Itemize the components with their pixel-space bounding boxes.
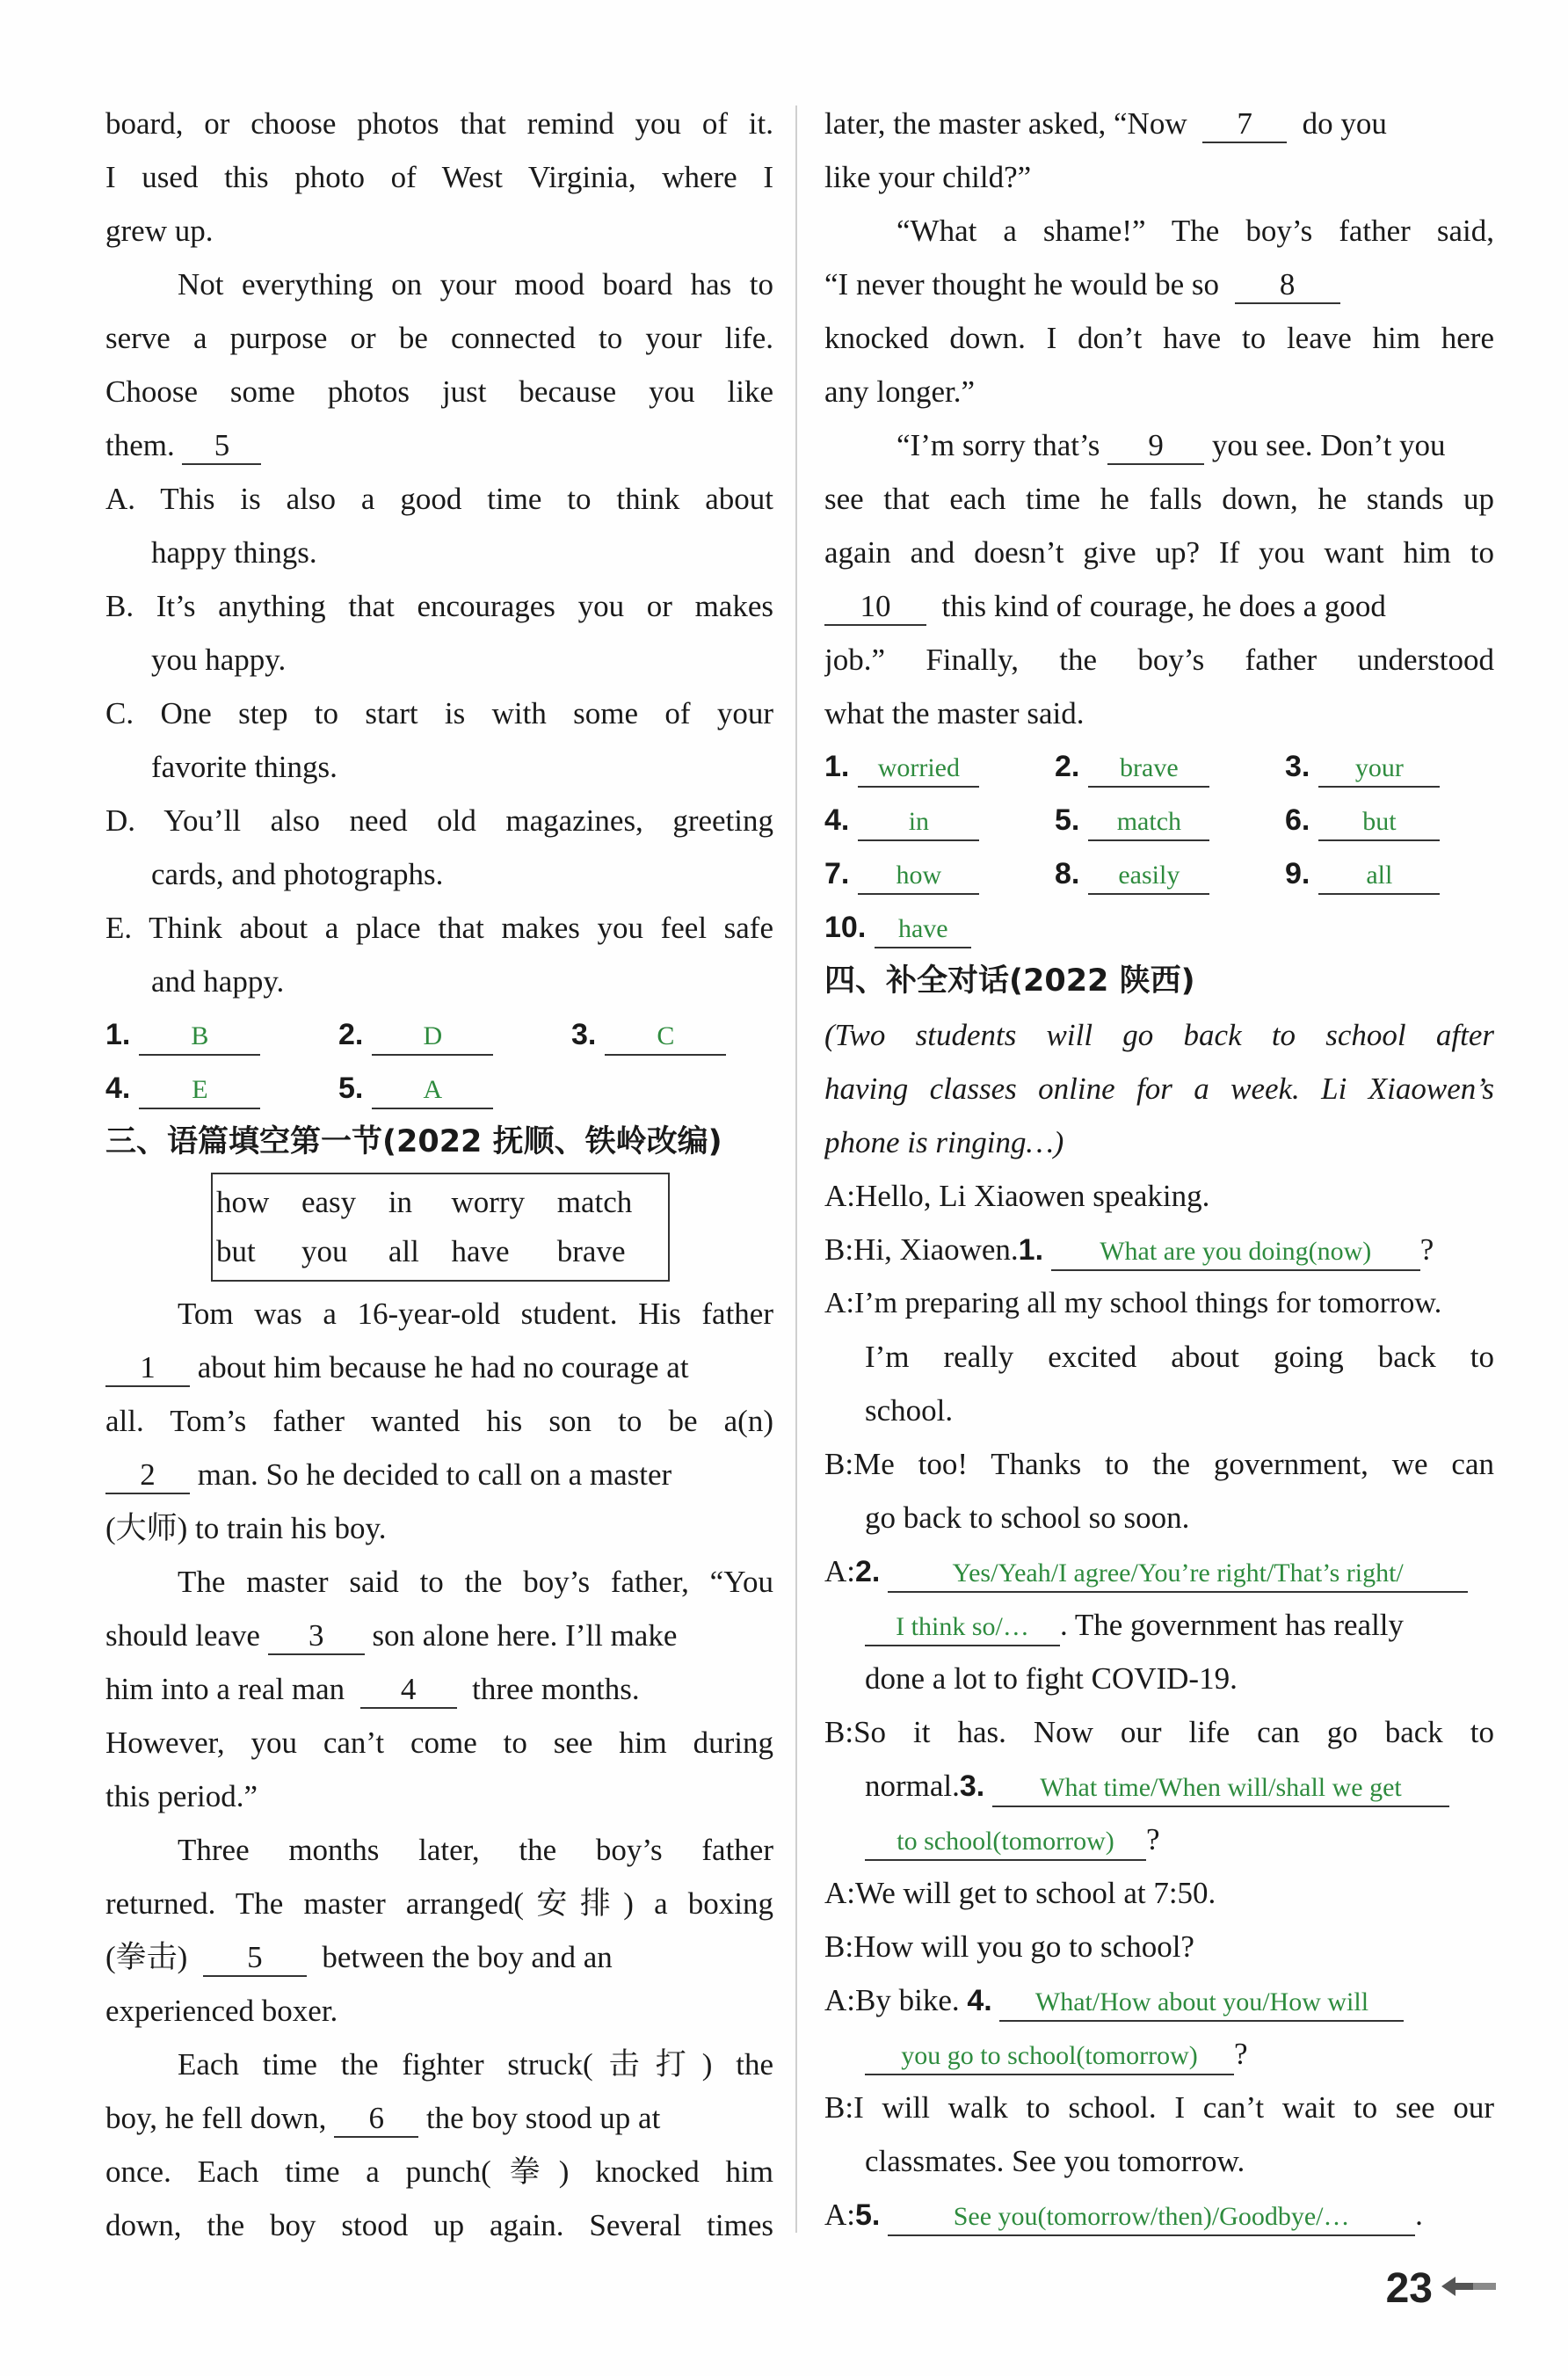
column-divider: [795, 105, 797, 2233]
dialogue-line: go back to school so soon.: [865, 1500, 1190, 1535]
word: you: [301, 1234, 348, 1268]
text-line: boy, he fell down, 6 the boy stood up at: [105, 2091, 773, 2145]
dialogue-answer-3: What time/When will/shall we get: [992, 1770, 1449, 1807]
answer-item: 5. A: [338, 1062, 493, 1115]
dialogue-line: B:I will walk to school. I can’t wait to see our: [824, 2090, 1494, 2125]
blank-9: 9: [1107, 428, 1204, 465]
dialogue: [824, 1169, 1494, 2242]
word-box: [211, 1173, 670, 1282]
arrow-left-icon: [1441, 2274, 1498, 2303]
word: all: [388, 1234, 419, 1268]
scene-text: phone is ringing…): [824, 1125, 1064, 1159]
text-line: “What a shame!” The boy’s father said,: [897, 214, 1494, 248]
text-line: knocked down. I don’t have to leave him here: [824, 321, 1494, 355]
dialogue-line: you go to school(tomorrow) ?: [824, 2027, 1494, 2081]
text-line: like your child?”: [824, 160, 1032, 194]
text-line: “I never thought he would be so 8: [824, 258, 1494, 311]
dialogue-line: I think so/… . The government has really: [824, 1598, 1494, 1652]
dialogue-line: I’m really excited about going back to: [865, 1340, 1494, 1374]
scene-text: (Two students will go back to school after: [824, 1018, 1494, 1052]
text-line: grew up.: [105, 214, 214, 248]
text-line: any longer.”: [824, 374, 976, 409]
dialogue-line: A:We will get to school at 7:50.: [824, 1876, 1216, 1910]
answer-item: 10. have: [824, 901, 971, 955]
option-d: D. You’ll also need old magazines, greeting: [105, 803, 773, 838]
text-line: see that each time he falls down, he stands up: [824, 482, 1494, 516]
blank-4: 4: [360, 1672, 457, 1709]
answer-row: [824, 901, 1494, 955]
right-column: [824, 97, 1494, 2242]
answer-item: 5. match: [1055, 794, 1285, 847]
word: easy: [301, 1185, 357, 1219]
text-line: should leave 3 son alone here. I’ll make: [105, 1609, 773, 1662]
blank-8: 8: [1235, 267, 1340, 304]
blank-6: 6: [334, 2101, 418, 2138]
text-line: job.” Finally, the boy’s father understood: [824, 643, 1494, 677]
dialogue-line: B:How will you go to school?: [824, 1929, 1194, 1964]
dialogue-answer-3b: to school(tomorrow): [865, 1824, 1146, 1861]
dialogue-line: A:By bike. 4. What/How about you/How will: [824, 1973, 1494, 2027]
answer-item: 2. brave: [1055, 740, 1285, 794]
text-line: However, you can’t come to see him during: [105, 1726, 773, 1760]
blank-2: 2: [105, 1457, 190, 1494]
answer-item: 4. E: [105, 1062, 338, 1115]
blank-5: 5: [182, 428, 261, 465]
option-b-cont: you happy.: [151, 643, 287, 677]
dialogue-line: B:So it has. Now our life can go back to: [824, 1715, 1494, 1749]
answer-item: 4. in: [824, 794, 1055, 847]
scene-text: having classes online for a week. Li Xiaowen’s: [824, 1072, 1494, 1106]
text-line: “I’m sorry that’s 9 you see. Don’t you: [824, 418, 1494, 472]
text-line: later, the master asked, “Now 7 do you: [824, 97, 1494, 150]
text-line: Not everything on your mood board has to: [178, 267, 773, 302]
option-d-cont: cards, and photographs.: [151, 857, 444, 891]
answer-item: 3. your: [1285, 740, 1440, 794]
section-4-title: 四、补全对话(2022 陕西): [824, 963, 1195, 999]
text-line: Three months later, the boy’s father: [178, 1833, 773, 1867]
text-line: experienced boxer.: [105, 1994, 338, 2028]
text-line: again and doesn’t give up? If you want him to: [824, 535, 1494, 570]
text-line: what the master said.: [824, 696, 1085, 730]
text-span: them.: [105, 428, 175, 462]
dialogue-line: B:Me too! Thanks to the government, we can: [824, 1447, 1494, 1481]
dialogue-line: normal.3. What time/When will/shall we get: [824, 1759, 1494, 1813]
word: worry: [451, 1185, 526, 1219]
text-line: 2 man. So he decided to call on a master: [105, 1448, 773, 1501]
answer-item: 8. easily: [1055, 847, 1285, 901]
text-line: Each time the fighter struck(击打) the: [178, 2047, 773, 2082]
text-line: The master said to the boy’s father, “You: [178, 1565, 773, 1599]
text-line: all. Tom’s father wanted his son to be a(n): [105, 1404, 773, 1438]
dialogue-line: classmates. See you tomorrow.: [865, 2144, 1245, 2178]
text-line: 1 about him because he had no courage at: [105, 1341, 773, 1394]
text-line: returned. The master arranged(安排) a boxing: [105, 1886, 773, 1921]
option-a-cont: happy things.: [151, 535, 317, 570]
dialogue-line: school.: [865, 1393, 954, 1428]
page-footer: [1386, 2264, 1498, 2313]
option-e: E. Think about a place that makes you feel safe: [105, 911, 773, 945]
text-line: (拳击) 5 between the boy and an: [105, 1930, 773, 1984]
left-column: [105, 97, 773, 2252]
answer-item: 9. all: [1285, 847, 1440, 901]
text-line: I used this photo of West Virginia, where I: [105, 160, 773, 194]
text-line: (大师) to train his boy.: [105, 1511, 387, 1545]
dialogue-line: to school(tomorrow) ?: [824, 1813, 1494, 1866]
answer-item: 1. B: [105, 1008, 338, 1062]
option-c-cont: favorite things.: [151, 750, 338, 784]
blank-5: 5: [203, 1940, 307, 1977]
text-line: once. Each time a punch(拳) knocked him: [105, 2154, 773, 2189]
word: but: [216, 1234, 256, 1268]
answer-row: [105, 1008, 773, 1062]
option-b: B. It’s anything that encourages you or makes: [105, 589, 773, 623]
dialogue-answer-1: What are you doing(now): [1051, 1234, 1420, 1271]
answer-row: [824, 847, 1494, 901]
word: how: [216, 1185, 270, 1219]
text-line: 10 this kind of courage, he does a good: [824, 579, 1494, 633]
dialogue-line: A:I’m preparing all my school things for tomorrow.: [824, 1287, 1442, 1319]
word: brave: [556, 1234, 626, 1268]
answer-item: 6. but: [1285, 794, 1440, 847]
text-line: board, or choose photos that remind you of it.: [105, 106, 773, 141]
section-3-title: 三、语篇填空第一节(2022 抚顺、铁岭改编): [105, 1124, 722, 1159]
blank-1: 1: [105, 1350, 190, 1387]
answer-item: 1. worried: [824, 740, 1055, 794]
dialogue-answer-2: Yes/Yeah/I agree/You’re right/That’s right/: [888, 1556, 1468, 1593]
text-line: down, the boy stood up again. Several times: [105, 2208, 773, 2242]
text-line: [105, 418, 773, 472]
option-e-cont: and happy.: [151, 964, 285, 999]
answer-item: 3. C: [571, 1008, 726, 1062]
text-line: Choose some photos just because you like: [105, 374, 773, 409]
dialogue-line: A:2. Yes/Yeah/I agree/You’re right/That’s right/: [824, 1544, 1494, 1598]
text-line: Tom was a 16-year-old student. His father: [178, 1297, 773, 1331]
dialogue-line: A:5. See you(tomorrow/then)/Goodbye/… .: [824, 2188, 1494, 2242]
story-passage: [105, 1287, 773, 2252]
blank-10: 10: [824, 589, 926, 626]
answer-row: [824, 794, 1494, 847]
dialogue-line: A:Hello, Li Xiaowen speaking.: [824, 1179, 1210, 1213]
dialogue-answer-5: See you(tomorrow/then)/Goodbye/…: [888, 2199, 1415, 2236]
options-list: [105, 472, 773, 1008]
dialogue-line: B:Hi, Xiaowen.1. What are you doing(now) ?: [824, 1223, 1494, 1276]
word: in: [388, 1185, 413, 1219]
text-line: serve a purpose or be connected to your life.: [105, 321, 773, 355]
word: match: [556, 1185, 633, 1219]
blank-3: 3: [268, 1618, 365, 1655]
answer-row: [105, 1062, 773, 1115]
answer-item: 7. how: [824, 847, 1055, 901]
word: have: [451, 1234, 510, 1268]
dialogue-answer-4b: you go to school(tomorrow): [865, 2038, 1234, 2075]
dialogue-answer-4: What/How about you/How will: [999, 1985, 1404, 2022]
option-c: C. One step to start is with some of your: [105, 696, 773, 730]
page-number: 23: [1385, 2265, 1433, 2312]
blank-7: 7: [1202, 106, 1287, 143]
option-a: A. This is also a good time to think about: [105, 482, 773, 516]
answer-row: [824, 740, 1494, 794]
answer-item: 2. D: [338, 1008, 571, 1062]
dialogue-answer-2b: I think so/…: [865, 1609, 1060, 1646]
dialogue-line: done a lot to fight COVID-19.: [865, 1661, 1238, 1696]
text-line: him into a real man 4 three months.: [105, 1662, 773, 1716]
text-line: this period.”: [105, 1779, 258, 1813]
